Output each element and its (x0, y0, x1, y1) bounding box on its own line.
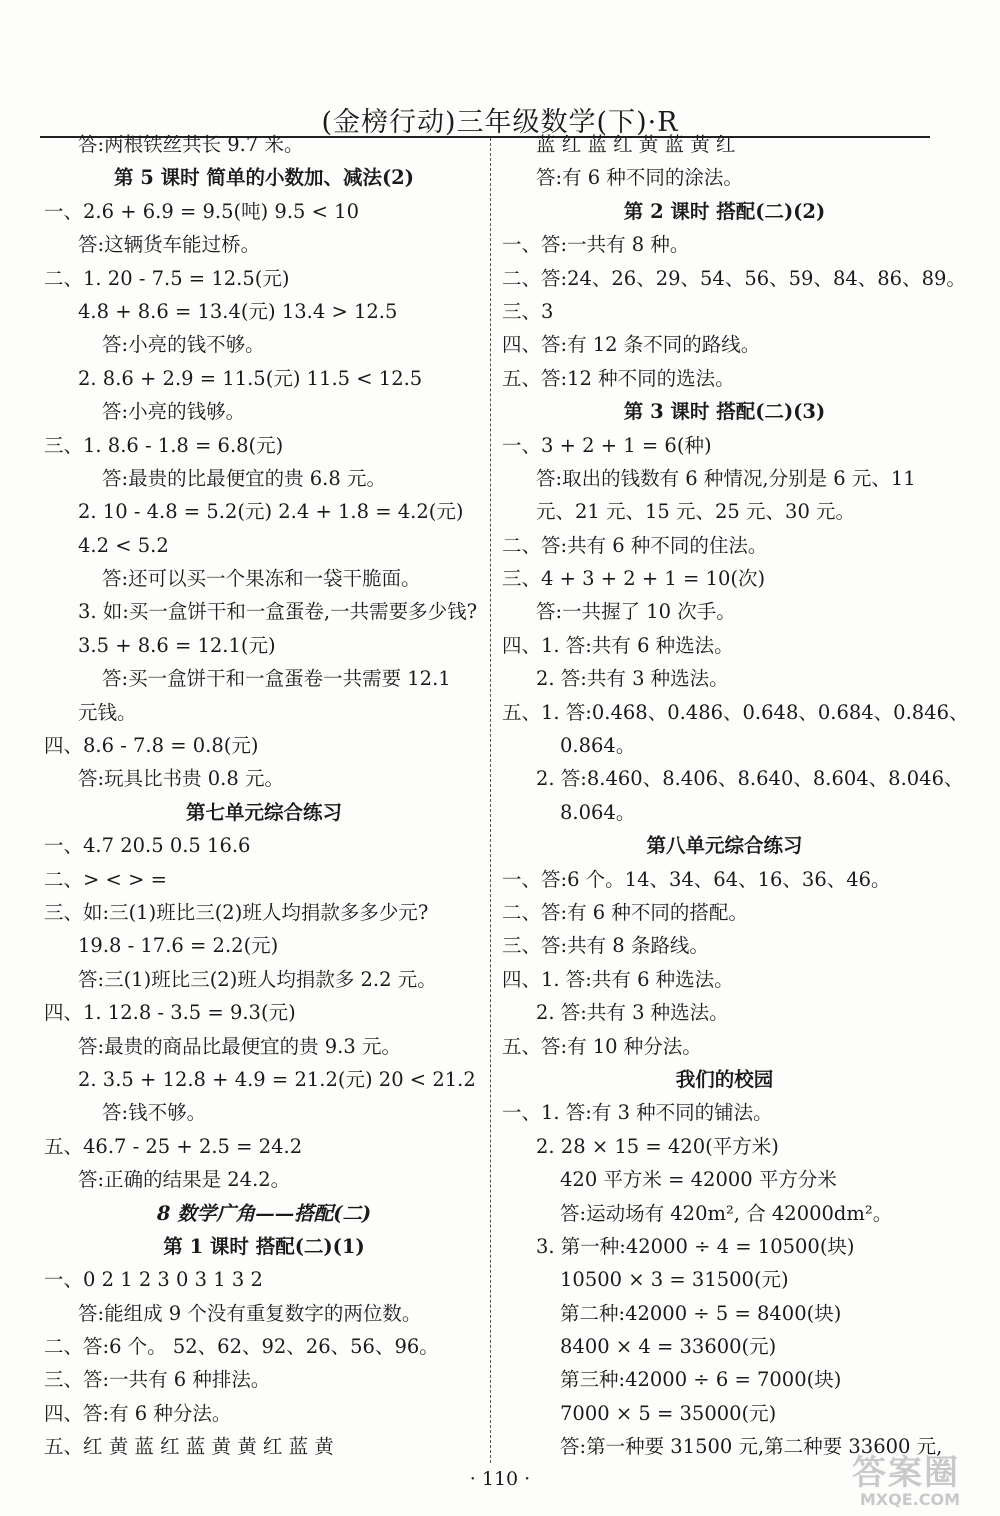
answer-line: 答:有 6 种不同的涂法。 (536, 166, 743, 190)
answer-line: 一、答:6 个。14、34、64、16、36、46。 (502, 867, 891, 891)
answer-line: 2. 答:共有 3 种选法。 (536, 1001, 729, 1025)
answer-line: 三、3 (502, 299, 554, 323)
answer-line: 三、答:一共有 6 种排法。 (44, 1368, 271, 1392)
answer-line: 答:一共握了 10 次手。 (536, 600, 736, 624)
answer-line: 二、> < > = (44, 867, 167, 891)
answer-line: 四、答:有 6 种分法。 (44, 1401, 232, 1425)
answer-line: 二、答:共有 6 种不同的住法。 (502, 533, 768, 557)
answer-line: 8400 × 4 = 33600(元) (560, 1335, 777, 1359)
answer-line: 答:三(1)班比三(2)班人均捐款多 2.2 元。 (78, 967, 437, 991)
answer-line: 420 平方米 = 42000 平方分米 (560, 1168, 837, 1192)
answer-line: 五、46.7 - 25 + 2.5 = 24.2 (44, 1134, 303, 1158)
answer-line: 2. 答:共有 3 种选法。 (536, 667, 729, 691)
answer-line: 四、8.6 - 7.8 = 0.8(元) (44, 734, 259, 758)
answer-line: 一、1. 答:有 3 种不同的铺法。 (502, 1101, 773, 1125)
answer-line: 二、答:6 个。 52、62、92、26、56、96。 (44, 1335, 439, 1359)
answer-line: 答:最贵的商品比最便宜的贵 9.3 元。 (78, 1034, 401, 1058)
answer-line: 答:这辆货车能过桥。 (78, 233, 261, 257)
answer-line: 五、答:有 10 种分法。 (502, 1034, 702, 1058)
answer-line: 答:取出的钱数有 6 种情况,分别是 6 元、11 (536, 466, 916, 490)
answer-line: 答:买一盒饼干和一盒蛋卷一共需要 12.1 (102, 667, 451, 691)
answer-line: 一、3 + 2 + 1 = 6(种) (502, 433, 712, 457)
answer-line: 答:正确的结果是 24.2。 (78, 1168, 291, 1192)
answer-line: 五、答:12 种不同的选法。 (502, 366, 735, 390)
answer-line: 三、答:共有 8 条路线。 (502, 934, 709, 958)
answer-line: 三、1. 8.6 - 1.8 = 6.8(元) (44, 433, 284, 457)
answer-line: 二、1. 20 - 7.5 = 12.5(元) (44, 266, 290, 290)
page-header-title: (金榜行动)三年级数学(下)·R (321, 107, 679, 138)
section-heading: 我们的校园 (675, 1067, 774, 1091)
answer-line: 8.064。 (560, 800, 636, 824)
answer-line: 五、1. 答:0.468、0.486、0.648、0.684、0.846、 (502, 700, 969, 724)
column-divider (490, 138, 491, 1463)
answer-line: 二、答:24、26、29、54、56、59、84、86、89。 (502, 266, 966, 290)
answer-line: 2. 答:8.460、8.406、8.640、8.604、8.046、 (536, 767, 964, 791)
answer-line: 五、红 黄 蓝 红 蓝 黄 黄 红 蓝 黄 (44, 1435, 334, 1459)
answer-line: 第二种:42000 ÷ 5 = 8400(块) (560, 1301, 842, 1325)
section-heading: 第 5 课时 简单的小数加、减法(2) (114, 166, 414, 190)
answer-line: 2. 28 × 15 = 420(平方米) (536, 1134, 779, 1158)
answer-line: 一、0 2 1 2 3 0 3 1 3 2 (44, 1268, 263, 1292)
answer-line: 3. 如:买一盒饼干和一盒蛋卷,一共需要多少钱? (78, 600, 478, 624)
answer-line: 元钱。 (78, 700, 137, 724)
answer-line: 19.8 - 17.6 = 2.2(元) (78, 934, 279, 958)
answer-line: 3. 第一种:42000 ÷ 4 = 10500(块) (536, 1234, 855, 1258)
answer-line: 一、2.6 + 6.9 = 9.5(吨) 9.5 < 10 (44, 199, 359, 223)
answer-line: 一、4.7 20.5 0.5 16.6 (44, 834, 251, 858)
answer-line: 四、答:有 12 条不同的路线。 (502, 333, 761, 357)
answer-line: 答:小亮的钱够。 (102, 400, 246, 424)
section-heading: 第 1 课时 搭配(二)(1) (163, 1234, 365, 1258)
section-heading: 第 3 课时 搭配(二)(3) (623, 400, 826, 424)
answer-line: 第三种:42000 ÷ 6 = 7000(块) (560, 1368, 842, 1392)
section-heading: 第七单元综合练习 (185, 800, 342, 824)
left-column (44, 128, 484, 1464)
page-number: · 110 · (469, 1468, 531, 1490)
section-heading: 第 2 课时 搭配(二)(2) (623, 199, 826, 223)
answer-line: 答:钱不够。 (102, 1101, 207, 1125)
answer-line: 元、21 元、15 元、25 元、30 元。 (536, 500, 856, 524)
answer-line: 三、如:三(1)班比三(2)班人均捐款多多少元? (44, 900, 429, 924)
section-heading: 8 数学广角——搭配(二) (156, 1201, 372, 1225)
answer-line: 4.8 + 8.6 = 13.4(元) 13.4 > 12.5 (78, 299, 398, 323)
answer-line: 答:运动场有 420m², 合 42000dm²。 (560, 1201, 893, 1225)
watermark-text: 答案圈 (852, 1453, 960, 1493)
answer-line: 答:玩具比书贵 0.8 元。 (78, 767, 284, 791)
watermark-logo (800, 1455, 960, 1511)
answer-line: 答:第一种要 31500 元,第二种要 33600 元, (560, 1435, 943, 1459)
answer-line: 答:能组成 9 个没有重复数字的两位数。 (78, 1301, 422, 1325)
answer-line: 7000 × 5 = 35000(元) (560, 1401, 777, 1425)
answer-line: 答:两根铁丝共长 9.7 米。 (78, 133, 304, 156)
section-heading: 第八单元综合练习 (646, 834, 803, 858)
answer-line: 二、答:有 6 种不同的搭配。 (502, 900, 748, 924)
answer-line: 答:小亮的钱不够。 (102, 333, 265, 357)
answer-line: 答:还可以买一个果冻和一袋干脆面。 (102, 567, 421, 591)
answer-line: 一、答:一共有 8 种。 (502, 233, 690, 257)
answer-line: 答:最贵的比最便宜的贵 6.8 元。 (102, 466, 386, 490)
right-column (502, 128, 969, 1464)
answer-line: 2. 3.5 + 12.8 + 4.9 = 21.2(元) 20 < 21.2 (78, 1067, 476, 1091)
answer-line: 10500 × 3 = 31500(元) (560, 1268, 789, 1292)
answer-line: 蓝 红 蓝 红 黄 蓝 黄 红 (536, 133, 736, 156)
answer-line: 4.2 < 5.2 (78, 533, 169, 557)
answer-line: 2. 8.6 + 2.9 = 11.5(元) 11.5 < 12.5 (78, 366, 423, 390)
answer-line: 0.864。 (560, 734, 636, 758)
answer-line: 四、1. 答:共有 6 种选法。 (502, 633, 734, 657)
answer-line: 3.5 + 8.6 = 12.1(元) (78, 633, 276, 657)
answer-line: 四、1. 答:共有 6 种选法。 (502, 967, 734, 991)
answer-line: 四、1. 12.8 - 3.5 = 9.3(元) (44, 1001, 296, 1025)
watermark-url: MXQE.COM (859, 1490, 960, 1509)
answer-line: 三、4 + 3 + 2 + 1 = 10(次) (502, 567, 766, 591)
answer-line: 2. 10 - 4.8 = 5.2(元) 2.4 + 1.8 = 4.2(元) (78, 500, 464, 524)
